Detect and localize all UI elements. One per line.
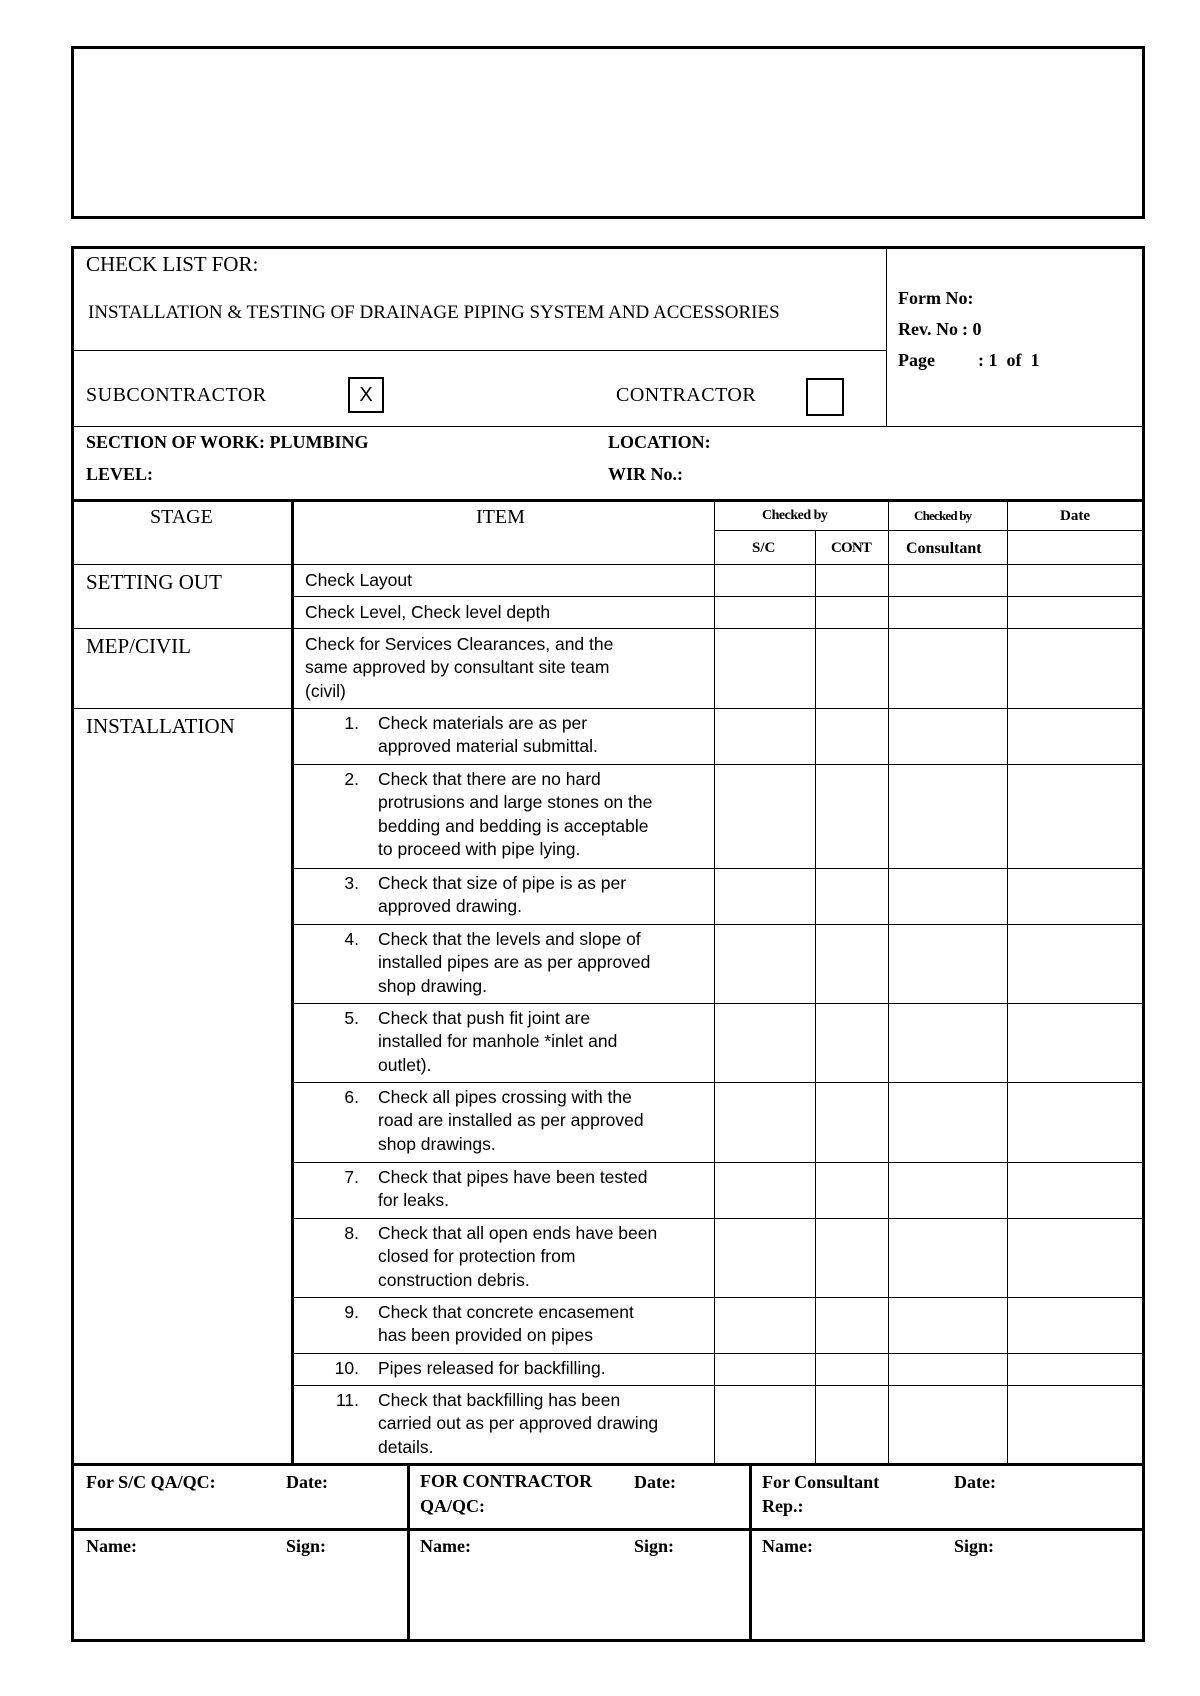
checked-by-consultant-header: Checked by	[914, 508, 972, 523]
installation-item-text: construction debris.	[378, 1270, 530, 1290]
row-line	[291, 924, 1143, 925]
installation-item-text: details.	[378, 1437, 434, 1457]
stage-column-divider	[291, 501, 294, 1464]
installation-item-text: outlet).	[378, 1055, 432, 1075]
sc-date-label: Date:	[286, 1472, 328, 1492]
contractor-date-label: Date:	[634, 1472, 676, 1492]
header-blank-box	[71, 46, 1145, 219]
stage-mep-civil: MEP/CIVIL	[86, 634, 191, 658]
installation-item-number: 9.	[344, 1302, 359, 1322]
row-line	[291, 1385, 1143, 1386]
installation-item-text: Check all pipes crossing with the	[378, 1087, 632, 1107]
row-line	[291, 1003, 1143, 1004]
consultant-date-label: Date:	[954, 1472, 996, 1492]
row-line	[291, 1162, 1143, 1163]
stage-header: STAGE	[150, 506, 213, 528]
section-of-work: SECTION OF WORK: PLUMBING	[86, 432, 369, 452]
row-line	[73, 628, 1143, 629]
row-line	[73, 564, 1143, 565]
header-divider-vertical	[886, 248, 887, 426]
stage-installation: INSTALLATION	[86, 714, 235, 738]
installation-item-number: 5.	[344, 1008, 359, 1028]
item-check-level: Check Level, Check level depth	[305, 602, 551, 622]
item-services-line1: Check for Services Clearances, and the	[305, 634, 614, 654]
wir-no-label: WIR No.:	[608, 464, 683, 484]
row-line	[291, 764, 1143, 765]
row-line	[291, 1353, 1143, 1354]
installation-item-text: approved drawing.	[378, 896, 522, 916]
location-label: LOCATION:	[608, 432, 711, 452]
installation-item-text: bedding and bedding is acceptable	[378, 816, 649, 836]
installation-item-text: installed for manhole *inlet and	[378, 1031, 618, 1051]
checked-by-header: Checked by	[762, 508, 828, 523]
contractor-sign-label: Sign:	[634, 1536, 675, 1556]
item-services-line2: same approved by consultant site team	[305, 657, 610, 677]
subheader-divider	[714, 530, 1143, 531]
installation-item-number: 11.	[335, 1390, 359, 1410]
installation-item-text: shop drawing.	[378, 976, 487, 996]
installation-item-text: Check that concrete encasement	[378, 1302, 634, 1322]
item-services-line3: (civil)	[305, 681, 346, 701]
row-line	[291, 868, 1143, 869]
consultant-rep-label-line2: Rep.:	[762, 1496, 804, 1516]
rev-no-value: : 0	[962, 319, 982, 339]
installation-item-text: approved material submittal.	[378, 736, 598, 756]
checklist-subject: INSTALLATION & TESTING OF DRAINAGE PIPING SYSTEM AND ACCESSORIES	[88, 302, 780, 323]
form-no-label: Form No:	[898, 288, 974, 308]
stage-setting-out: SETTING OUT	[86, 570, 222, 594]
checklist-title: CHECK LIST FOR:	[86, 252, 259, 276]
installation-item-text: closed for protection from	[378, 1246, 576, 1266]
page-label: Page	[898, 350, 935, 370]
installation-item-text: Check materials are as per	[378, 713, 588, 733]
contractor-checkbox[interactable]	[806, 378, 844, 416]
parties-row-divider	[73, 426, 1143, 427]
installation-item-text: shop drawings.	[378, 1134, 496, 1154]
contractor-qaqc-label-line2: QA/QC:	[420, 1496, 485, 1516]
item-check-layout: Check Layout	[305, 570, 413, 590]
installation-item-number: 8.	[344, 1223, 359, 1243]
level-label: LEVEL:	[86, 464, 154, 484]
cont-column-divider	[888, 501, 889, 1464]
row-line	[291, 1297, 1143, 1298]
installation-item-number: 7.	[344, 1167, 359, 1187]
rev-no-label: Rev. No	[898, 319, 958, 339]
contractor-name-label: Name:	[420, 1536, 471, 1556]
item-header: ITEM	[476, 506, 525, 528]
sc-column-divider	[815, 531, 816, 1464]
installation-item-number: 10.	[334, 1358, 359, 1378]
installation-item-text: for leaks.	[378, 1190, 449, 1210]
row-line	[73, 708, 1143, 709]
installation-item-text: Check that there are no hard	[378, 769, 601, 789]
consultant-sign-label: Sign:	[954, 1536, 995, 1556]
installation-item-number: 2.	[344, 769, 359, 789]
row-line	[291, 596, 1143, 597]
sc-qaqc-label: For S/C QA/QC:	[86, 1472, 216, 1492]
table-bottom-border	[73, 1463, 1143, 1466]
installation-item-text: Check that pipes have been tested	[378, 1167, 648, 1187]
sc-name-label: Name:	[86, 1536, 137, 1556]
sc-header: S/C	[752, 540, 776, 556]
page-value: : 1 of 1	[978, 350, 1040, 370]
consultant-column-divider	[1007, 501, 1008, 1464]
consultant-name-label: Name:	[762, 1536, 813, 1556]
installation-item-text: Check that backfilling has been	[378, 1390, 621, 1410]
installation-item-text: has been provided on pipes	[378, 1325, 594, 1345]
consultant-rep-label-line1: For Consultant	[762, 1472, 880, 1492]
installation-item-number: 6.	[344, 1087, 359, 1107]
installation-item-text: Check that push fit joint are	[378, 1008, 591, 1028]
footer-divider-1	[407, 1465, 410, 1640]
row-line	[291, 1082, 1143, 1083]
installation-item-text: installed pipes are as per approved	[378, 952, 651, 972]
contractor-label: CONTRACTOR	[616, 384, 757, 406]
installation-item-number: 4.	[344, 929, 359, 949]
installation-item-text: road are installed as per approved	[378, 1110, 644, 1130]
subcontractor-label: SUBCONTRACTOR	[86, 384, 267, 406]
installation-item-text: Pipes released for backfilling.	[378, 1358, 606, 1378]
installation-item-text: Check that the levels and slope of	[378, 929, 641, 949]
installation-item-text: carried out as per approved drawing	[378, 1413, 659, 1433]
date-header: Date	[1060, 508, 1090, 524]
subcontractor-checkbox[interactable]: X	[348, 377, 384, 413]
installation-item-number: 1.	[344, 713, 359, 733]
cont-header: CONT	[831, 540, 872, 556]
table-top-border	[73, 499, 1143, 502]
installation-item-text: Check that size of pipe is as per	[378, 873, 627, 893]
item-column-divider	[714, 501, 715, 1464]
consultant-header: Consultant	[906, 540, 982, 557]
footer-divider-2	[749, 1465, 752, 1640]
header-row-divider	[73, 350, 886, 351]
contractor-qaqc-label-line1: FOR CONTRACTOR	[420, 1471, 593, 1491]
installation-item-text: Check that all open ends have been	[378, 1223, 658, 1243]
installation-item-number: 3.	[344, 873, 359, 893]
installation-item-text: protrusions and large stones on the	[378, 792, 653, 812]
footer-row-divider	[73, 1528, 1143, 1531]
sc-sign-label: Sign:	[286, 1536, 327, 1556]
row-line	[291, 1218, 1143, 1219]
installation-item-text: to proceed with pipe lying.	[378, 839, 581, 859]
